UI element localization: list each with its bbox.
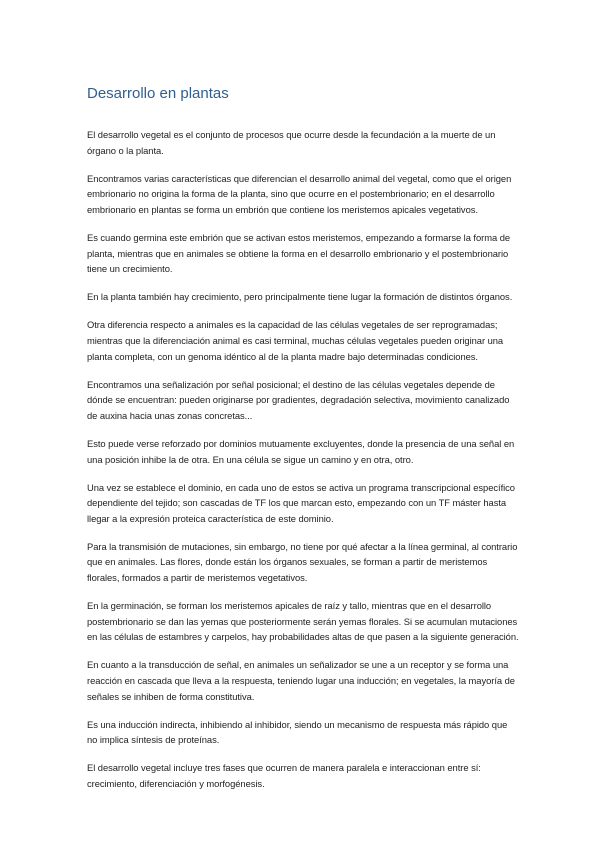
page-title: Desarrollo en plantas	[87, 85, 229, 102]
paragraph: El desarrollo vegetal incluye tres fases que ocurren de manera paralela e interaccionan entre sí: crecimiento, diferenciación y morfogénesis.	[87, 762, 481, 789]
paragraph: En cuanto a la transducción de señal, en animales un señalizador se une a un receptor y se forma una reacción en cascada que lleva a la respuesta, teniendo lugar una inducción; en vegetales, la mayoría de señales se inhiben de forma constitutiva.	[87, 659, 515, 702]
paragraph: En la germinación, se forman los meristemos apicales de raíz y tallo, mientras que en el desarrollo postembrionario se dan las yemas que posteriormente serán yemas florales. Si se acumulan mutaciones en las células de estambres y carpelos, hay probabilidades altas de que pasen a la siguiente generación.	[87, 600, 519, 643]
paragraph: Es una inducción indirecta, inhibiendo al inhibidor, siendo un mecanismo de respuesta más rápido que no implica síntesis de proteínas.	[87, 718, 508, 746]
paragraph: Es cuando germina este embrión que se activan estos meristemos, empezando a formarse la forma de planta, mientras que en animales se obtiene la forma en el desarrollo embrionario y el postembrionario tiene un crecimiento.	[87, 231, 511, 275]
paragraph: El desarrollo vegetal es el conjunto de procesos que ocurre desde la fecundación a la muerte de un órgano o la planta.	[87, 129, 496, 156]
paragraph: Esto puede verse reforzado por dominios mutuamente excluyentes, donde la presencia de una señal en una posición inhibe la de otra. En una célula se sigue un camino y en otra, otro.	[87, 437, 515, 465]
paragraph: En la planta también hay crecimiento, pero principalmente tiene lugar la formación de distintos órganos.	[87, 291, 513, 303]
paragraph: Para la transmisión de mutaciones, sin embargo, no tiene por qué afectar a la línea germinal, al contrario que en animales. Las flores, donde están los órganos sexuales, se forman a partir de meristemos florales, formados a partir de meristemos vegetativos.	[87, 540, 518, 584]
paragraph: Encontramos una señalización por señal posicional; el destino de las células vegetales depende de dónde se encuentran: pueden originarse por gradientes, degradación selectiva, movimiento canalizado de auxina hacia unas zonas concretas...	[87, 378, 510, 421]
paragraph: Una vez se establece el dominio, en cada uno de estos se activa un programa transcripcional específico dependiente del tejido; son cascadas de TF los que marcan esto, empezando con un TF máster hasta llegar a la expresión proteica característica de este dominio.	[87, 481, 515, 524]
document-body	[87, 127, 520, 804]
paragraph: Encontramos varias características que diferencian el desarrollo animal del vegetal, como que el origen embrionario no origina la forma de la planta, sino que ocurre en el postembrionario; en el desarrollo embrionario en plantas se forma un embrión que contiene los meristemos apicales vegetativos.	[87, 172, 512, 215]
paragraph: Otra diferencia respecto a animales es la capacidad de las células vegetales de ser reprogramadas; mientras que la diferenciación animal es casi terminal, muchas células vegetales pueden originar una planta completa, con un genoma idéntico al de la planta madre bajo determinadas condiciones.	[87, 319, 504, 362]
